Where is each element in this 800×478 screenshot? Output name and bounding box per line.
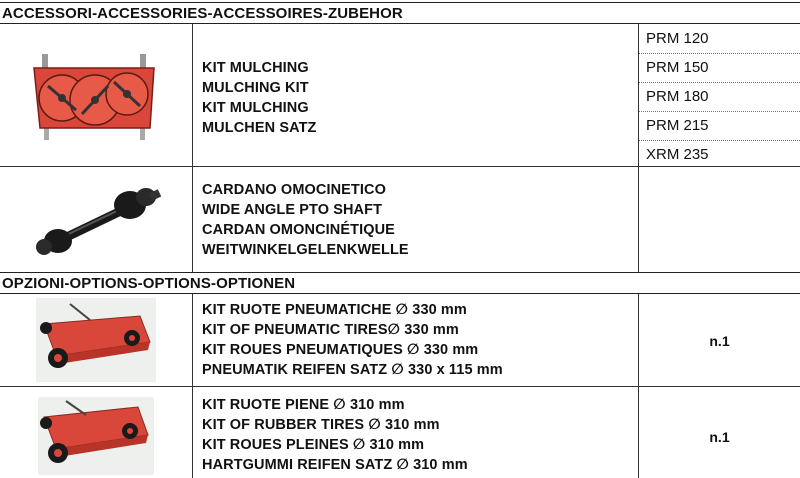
description-line-de: PNEUMATIK REIFEN SATZ ∅ 330 x 115 mm — [202, 362, 503, 378]
model-item: XRM 235 — [646, 146, 709, 163]
mulching-kit-description-cell — [193, 24, 639, 166]
pneumatic-tires-description — [202, 300, 503, 380]
table-row-pneumatic-tires — [0, 294, 800, 387]
accessories-section-title: ACCESSORI-ACCESSORIES-ACCESSOIRES-ZUBEHOR — [0, 2, 800, 24]
mulching-kit-models-cell — [639, 24, 800, 166]
description-line-en: WIDE ANGLE PTO SHAFT — [202, 202, 383, 218]
description-line-de: HARTGUMMI REIFEN SATZ ∅ 310 mm — [202, 457, 468, 473]
mulching-kit-image-cell — [0, 24, 193, 166]
table-row-pto-shaft — [0, 167, 800, 272]
model-item: PRM 215 — [639, 111, 800, 141]
quantity-value: n.1 — [709, 429, 730, 445]
mulching-kit-description — [202, 58, 317, 138]
description-line-de: MULCHEN SATZ — [202, 120, 317, 136]
description-line-it: KIT RUOTE PIENE ∅ 310 mm — [202, 397, 405, 413]
model-item: PRM 180 — [639, 82, 800, 112]
rubber-tires-description-cell — [193, 387, 639, 478]
pto-shaft-value-cell — [639, 167, 800, 272]
model-item: PRM 120 — [639, 24, 800, 54]
pneumatic-tires-image-cell — [0, 294, 193, 386]
model-item: PRM 150 — [639, 53, 800, 83]
rubber-tires-qty-cell — [639, 387, 800, 478]
model-list — [639, 24, 800, 166]
description-line-it: CARDANO OMOCINETICO — [202, 182, 386, 198]
description-line-fr: KIT ROUES PLEINES ∅ 310 mm — [202, 437, 425, 453]
description-line-fr: CARDAN OMONCINÉTIQUE — [202, 222, 395, 238]
pto-shaft-image-cell — [0, 167, 193, 272]
description-line-de: WEITWINKELGELENKWELLE — [202, 242, 409, 258]
options-section-title: OPZIONI-OPTIONS-OPTIONS-OPTIONEN — [0, 272, 800, 294]
pneumatic-tires-description-cell — [193, 294, 639, 386]
pto-shaft-description-cell — [193, 167, 639, 272]
pneumatic-tires-qty-cell — [639, 294, 800, 386]
description-line-fr: KIT ROUES PNEUMATIQUES ∅ 330 mm — [202, 342, 479, 358]
pto-shaft-description — [202, 180, 409, 260]
pneumatic-wheels-mower-image — [0, 294, 193, 387]
description-line-it: KIT MULCHING — [202, 60, 309, 76]
table-row-mulching-kit — [0, 24, 800, 167]
rubber-tires-image-cell — [0, 387, 193, 478]
quantity-value: n.1 — [709, 333, 730, 349]
rubber-tires-description — [202, 395, 468, 475]
rubber-wheels-mower-image — [0, 387, 193, 478]
description-line-it: KIT RUOTE PNEUMATICHE ∅ 330 mm — [202, 302, 467, 318]
mulching-kit-image — [0, 24, 193, 167]
pto-shaft-image — [0, 167, 193, 272]
description-line-en: MULCHING KIT — [202, 80, 309, 96]
description-line-en: KIT OF PNEUMATIC TIRES∅ 330 mm — [202, 322, 459, 338]
table-row-rubber-tires — [0, 387, 800, 478]
description-line-fr: KIT MULCHING — [202, 100, 309, 116]
description-line-en: KIT OF RUBBER TIRES ∅ 310 mm — [202, 417, 440, 433]
